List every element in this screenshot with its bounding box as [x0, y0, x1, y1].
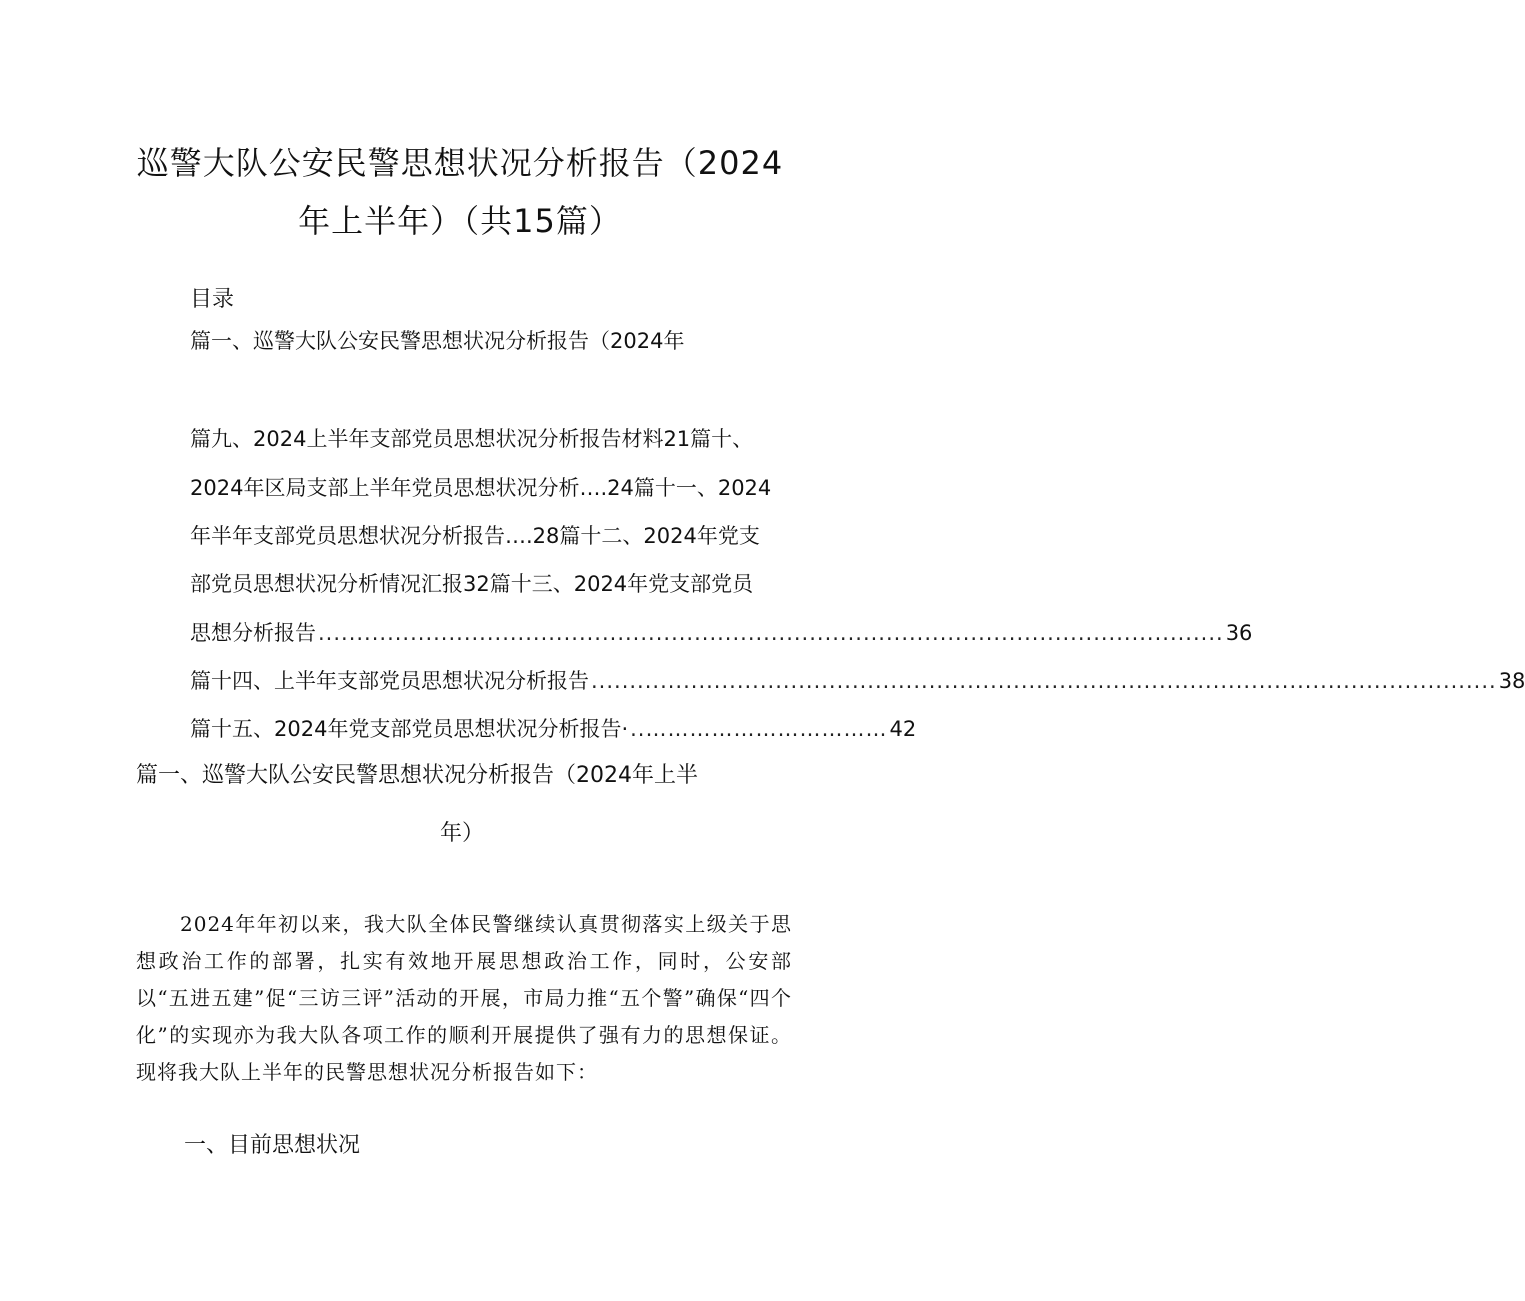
- toc-leader-dots: ......................................................................................................................: [318, 621, 1224, 645]
- toc-page-number: 42: [889, 717, 917, 741]
- subheading: 一、目前思想状况: [184, 1133, 361, 1158]
- document-title-line-1: 巡警大队公安民警思想状况分析报告（2024: [136, 144, 784, 182]
- toc-line-4: 年半年支部党员思想状况分析报告….28篇十二、2024年党支: [190, 524, 760, 548]
- toc-page-number: 38: [1498, 669, 1525, 693]
- document-title-line-2: 年上半年）（共15篇）: [298, 202, 622, 240]
- toc-entry-text: 思想分析报告: [190, 621, 316, 645]
- toc-page-number: 36: [1225, 621, 1253, 645]
- toc-entry-text: 篇十四、上半年支部党员思想状况分析报告: [190, 669, 589, 693]
- section-title-line-2: 年）: [440, 821, 485, 846]
- toc-leader-dots: ..……………………………: [630, 717, 888, 741]
- toc-line-3: 2024年区局支部上半年党员思想状况分析….24篇十一、2024: [190, 476, 772, 500]
- toc-entry-text: 篇十五、2024年党支部党员思想状况分析报告·: [190, 717, 629, 741]
- toc-entry-dotted-3: [190, 714, 917, 744]
- toc-entry-dotted-1: [190, 618, 1253, 648]
- section-title-line-1: 篇一、巡警大队公安民警思想状况分析报告（2024年上半: [136, 763, 698, 788]
- toc-leader-dots: ......................................................................................................................: [591, 669, 1497, 693]
- toc-line-2: 篇九、2024上半年支部党员思想状况分析报告材料21篇十、: [190, 427, 754, 451]
- toc-line-5: 部党员思想状况分析情况汇报32篇十三、2024年党支部党员: [190, 572, 754, 596]
- toc-line-1: 篇一、巡警大队公安民警思想状况分析报告（2024年: [190, 329, 685, 353]
- body-paragraph: 2024年年初以来，我大队全体民警继续认真贯彻落实上级关于思想政治工作的部署，扎实有效地开展思想政治工作，同时，公安部以“五进五建”促“三访三评”活动的开展，市局力推“五个警”确保“四个化”的实现亦为我大队各项工作的顺利开展提供了强有力的思想保证。现将我大队上半年的民警思想状况分析报告如下：: [136, 912, 792, 1084]
- toc-heading: 目录: [190, 287, 235, 312]
- toc-entry-dotted-2: [190, 666, 1525, 696]
